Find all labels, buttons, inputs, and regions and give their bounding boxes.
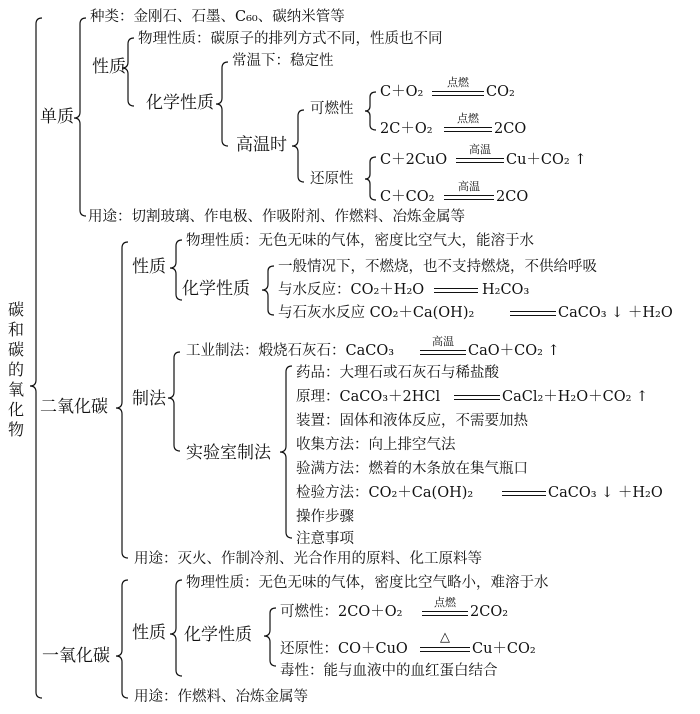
industrial-sign: [420, 350, 466, 355]
elemental-uses: 用途：切割玻璃、作电极、作吸附剂、作燃料、冶炼金属等: [88, 209, 465, 225]
lab-title: 实验室制法: [186, 443, 271, 463]
lab-4: 收集方法：向上排空气法: [296, 437, 456, 453]
co-brace: [116, 580, 128, 698]
comb-eq2-right: 2CO: [494, 121, 527, 137]
reducing-label: 还原性: [310, 171, 354, 187]
co-prop-brace: [170, 580, 182, 676]
lab-6-right: CaCO₃ ↓ ＋H₂O: [548, 485, 663, 501]
co-comb-sign: [422, 611, 468, 616]
red-eq1-right: Cu＋CO₂ ↑: [506, 152, 587, 168]
co2-physical: 物理性质：无色无味的气体，密度比空气大，能溶于水: [186, 233, 534, 249]
comb-eq1-sign: [432, 91, 484, 96]
comb-eq1-left: C＋O₂: [380, 84, 424, 100]
co-physical: 物理性质：无色无味的气体，密度比空气略小，难溶于水: [186, 575, 549, 591]
co-title: 一氧化碳: [42, 646, 110, 666]
co-comb-right: 2CO₂: [470, 604, 509, 620]
elemental-prop-title: 性质: [92, 57, 126, 77]
elemental-brace: [74, 18, 86, 216]
co2-chem-brace: [262, 266, 274, 315]
lab-2-right: CaCl₂＋H₂O＋CO₂ ↑: [502, 389, 649, 405]
co2-prop-brace: [170, 240, 182, 300]
co-chem-brace: [264, 608, 276, 666]
lab-1: 药品：大理石或石灰石与稀盐酸: [296, 365, 499, 381]
comb-eq2-cond: 点燃: [457, 112, 479, 125]
lab-3: 装置：固体和液体反应，不需要加热: [296, 413, 528, 429]
high-temp-brace: [292, 110, 304, 182]
co2-chem-title: 化学性质: [182, 279, 250, 299]
industrial-right: CaO＋CO₂ ↑: [468, 343, 560, 359]
co2-chem-2-right: H₂CO₃: [482, 282, 530, 298]
lab-2-sign: [454, 395, 500, 400]
co-comb-cond: 点燃: [434, 596, 456, 609]
high-temp: 高温时: [236, 135, 287, 155]
co2-chem-2-sign: [434, 288, 478, 293]
co-prop-title: 性质: [132, 623, 166, 643]
co-comb-left: 可燃性：2CO＋O₂: [280, 604, 403, 620]
lab-6-sign: [502, 491, 546, 496]
co2-title: 二氧化碳: [40, 397, 108, 417]
elemental-kinds: 种类：金刚石、石墨、C₆₀、碳纳米管等: [90, 9, 345, 25]
co-chem-title: 化学性质: [184, 625, 252, 645]
red-eq1-sign: [456, 158, 504, 163]
comb-eq1-cond: 点燃: [447, 76, 469, 89]
combustible-label: 可燃性: [310, 101, 354, 117]
elemental-physical: 物理性质：碳原子的排列方式不同，性质也不同: [138, 31, 443, 47]
elemental-title: 单质: [40, 107, 74, 127]
lab-8: 注意事项: [296, 531, 354, 547]
co2-chem-3-right: CaCO₃ ↓ ＋H₂O: [558, 305, 673, 321]
co2-brace: [116, 242, 128, 558]
co2-prop-title: 性质: [132, 257, 166, 277]
lab-2-left: 原理：CaCO₃＋2HCl: [296, 389, 441, 405]
industrial-left: 工业制法：煅烧石灰石：CaCO₃: [186, 343, 395, 359]
elemental-chem-brace: [216, 62, 228, 146]
reducing-brace: [365, 157, 376, 200]
co2-chem-3-left: 与石灰水反应 CO₂＋Ca(OH)₂: [278, 305, 475, 321]
prep-brace: [168, 352, 180, 451]
co2-chem-3-sign: [510, 311, 556, 316]
root-label: 碳和碳的氧化物: [7, 300, 24, 439]
comb-eq2-left: 2C＋O₂: [380, 121, 433, 137]
red-eq2-cond: 高温: [458, 180, 480, 193]
lab-7: 操作步骤: [296, 509, 354, 525]
lab-5: 验满方法：燃着的木条放在集气瓶口: [296, 461, 528, 477]
elemental-chem-title: 化学性质: [146, 93, 214, 113]
red-eq2-sign: [444, 195, 494, 200]
industrial-cond: 高温: [432, 335, 454, 348]
red-eq2-left: C＋CO₂: [380, 189, 435, 205]
red-eq2-right: 2CO: [496, 189, 529, 205]
co2-chem-2-left: 与水反应：CO₂＋H₂O: [278, 282, 425, 298]
combustible-brace: [365, 92, 376, 130]
comb-eq1-right: CO₂: [486, 84, 515, 100]
co2-uses: 用途：灭火、作制冷剂、光合作用的原料、化工原料等: [134, 551, 482, 567]
co-uses: 用途：作燃料、冶炼金属等: [134, 689, 308, 705]
red-eq1-cond: 高温: [469, 143, 491, 156]
lab-brace: [280, 366, 292, 538]
co-red-right: Cu＋CO₂: [472, 641, 536, 657]
red-eq1-left: C＋2CuO: [380, 152, 448, 168]
co2-chem-1: 一般情况下，不燃烧，也不支持燃烧，不供给呼吸: [278, 259, 597, 275]
co-toxic: 毒性：能与血液中的血红蛋白结合: [280, 663, 498, 679]
co-red-sign: [420, 647, 470, 652]
co-red-left: 还原性：CO＋CuO: [280, 641, 408, 657]
co-red-cond: △: [440, 630, 450, 645]
room-temp: 常温下：稳定性: [232, 53, 334, 69]
lab-6-left: 检验方法：CO₂＋Ca(OH)₂: [296, 485, 474, 501]
prep-title: 制法: [132, 389, 166, 409]
comb-eq2-sign: [444, 127, 492, 132]
